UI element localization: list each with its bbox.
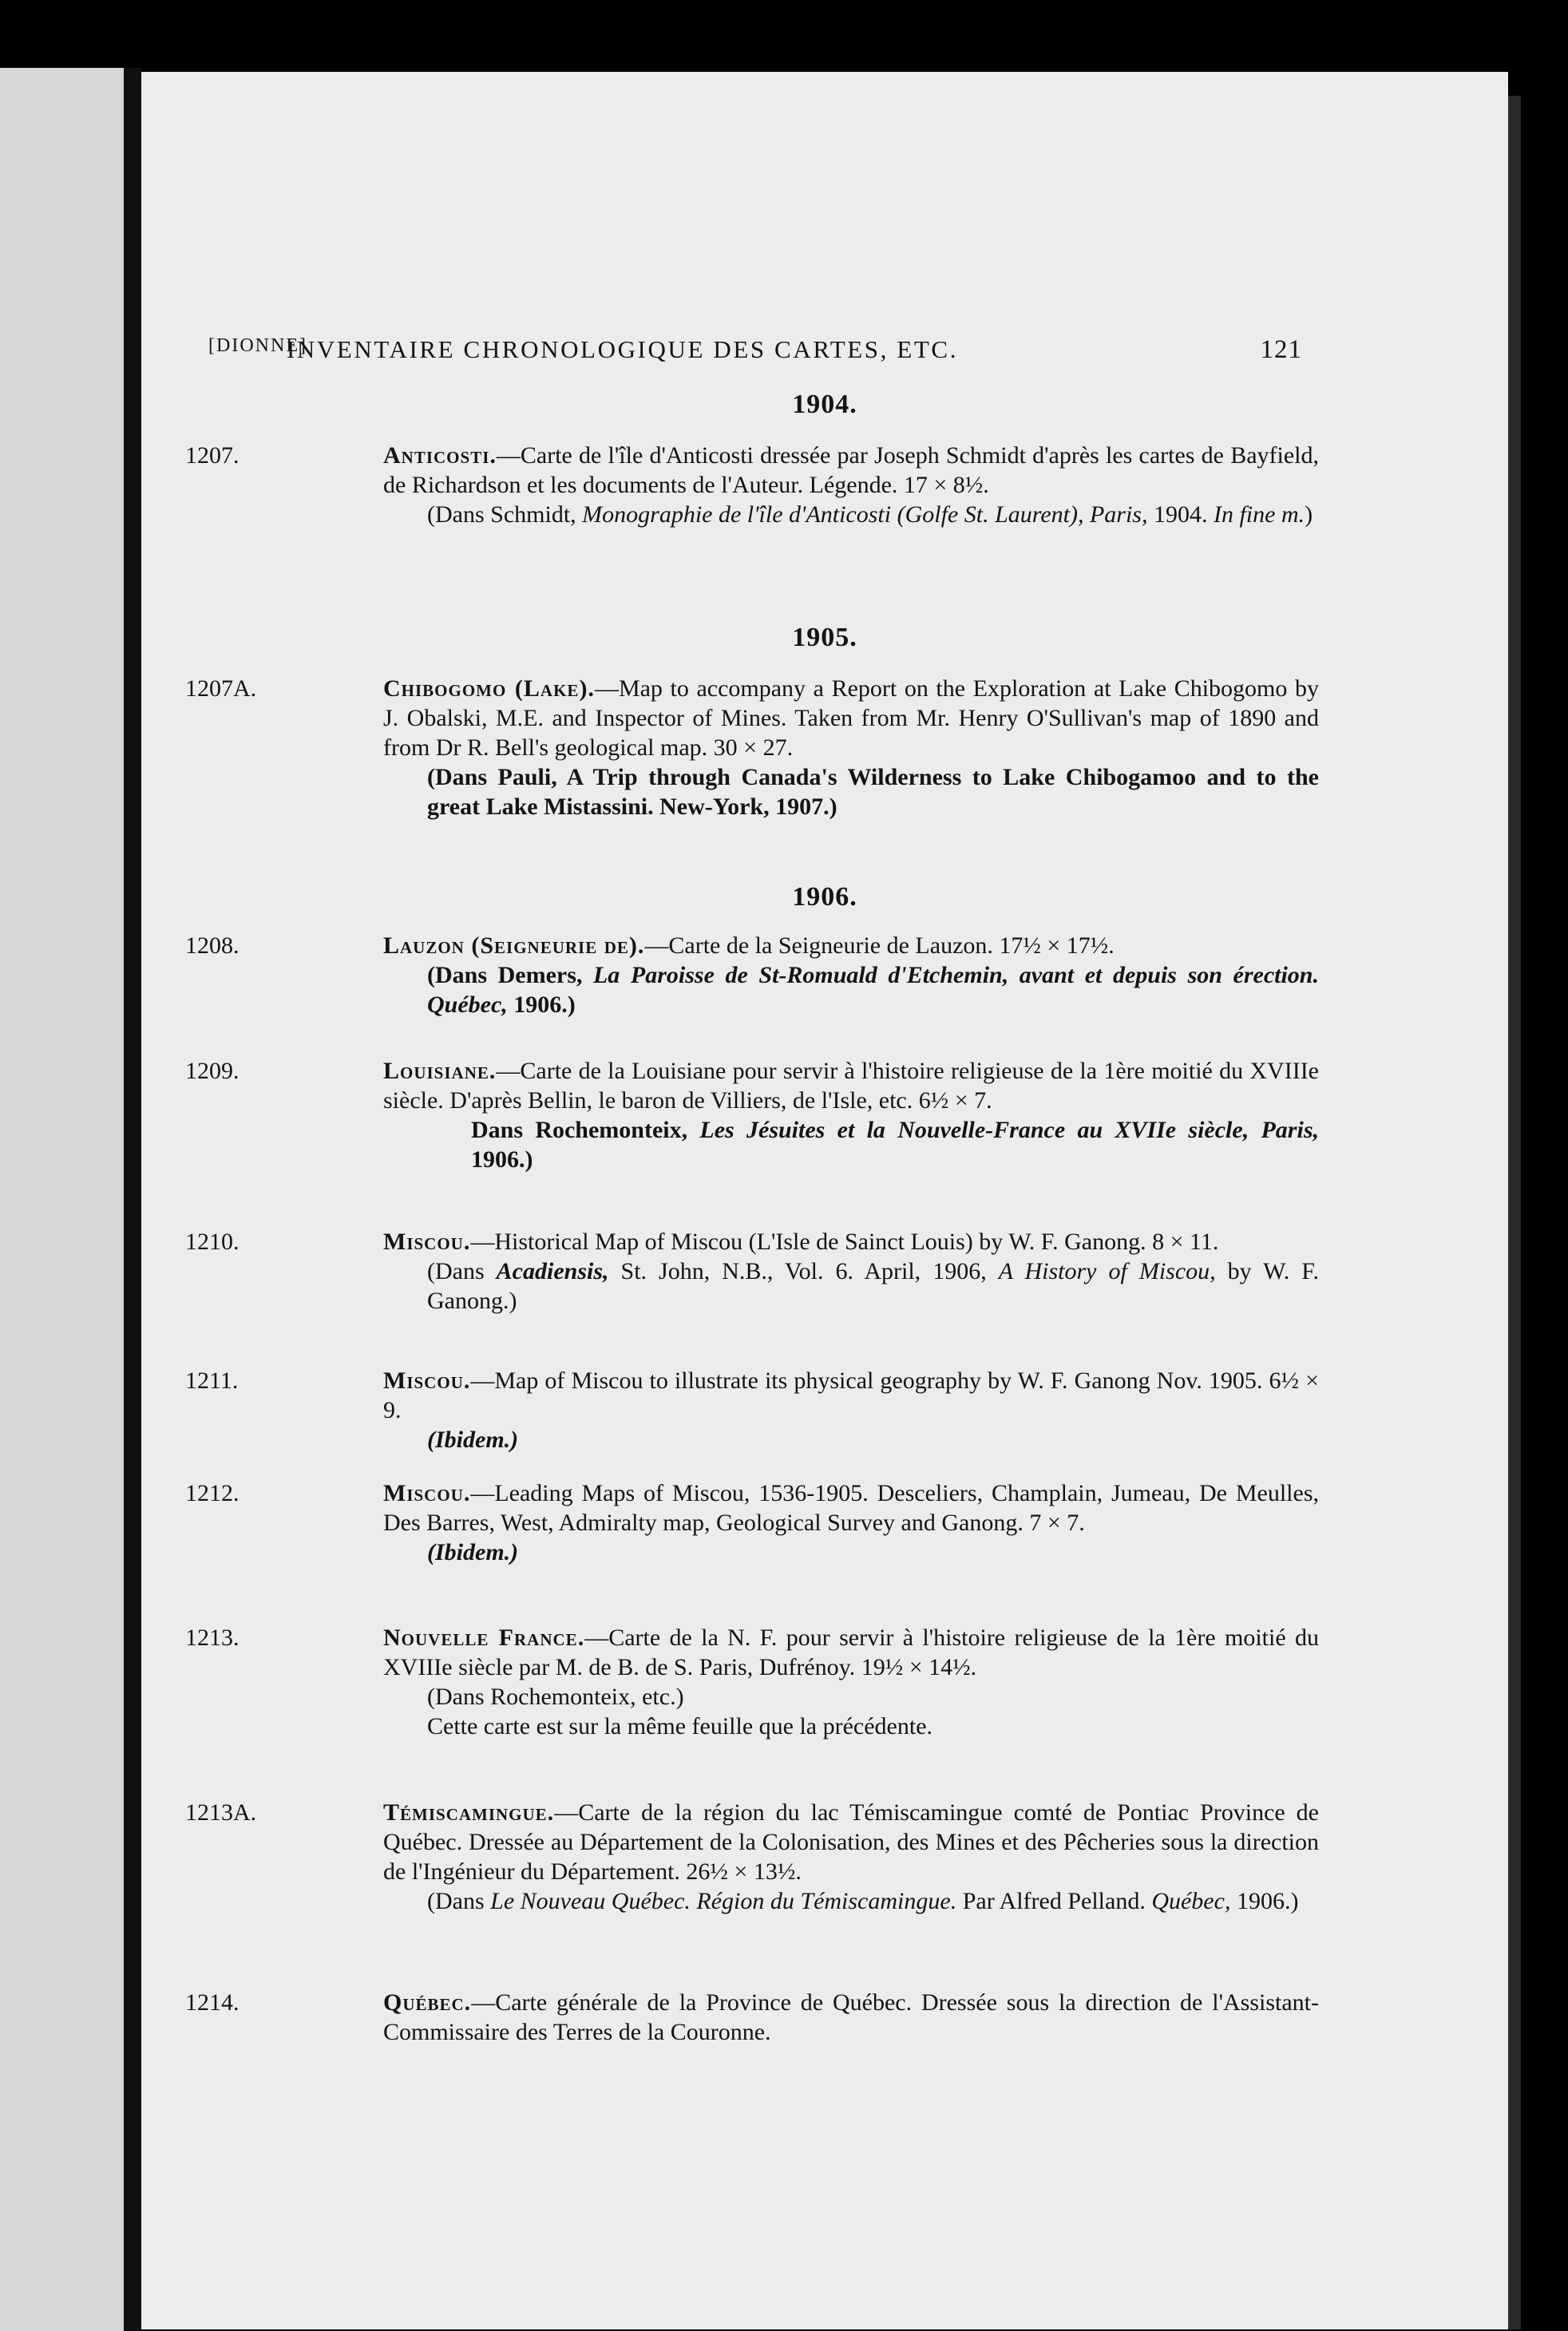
source-prefix: (Dans Schmidt, (427, 501, 583, 528)
entry-description (383, 1366, 1319, 1425)
entry-description (383, 441, 1319, 500)
entry-text: —Carte de la région du lac Témiscamingue comté de Pontiac Province de Québec. Dressée au Département de la Colonisation, des Mines et des Pêcheries sous la direction de l'Ingénieur du Département. 26½ × 13½. (383, 1799, 1319, 1885)
book-gutter (124, 68, 141, 2331)
year-heading: 1904. (792, 390, 857, 419)
entry-heading: Louisiane. (383, 1058, 497, 1084)
entry-body (383, 931, 1319, 1019)
source-end: by W. F. Ganong.) (427, 1258, 1319, 1314)
catalog-entry (185, 1988, 1319, 2047)
source-suffix: Par Alfred Pelland. (956, 1888, 1152, 1914)
entry-number: 1213. (185, 1625, 240, 1651)
entry-heading: Témiscamingue. (383, 1799, 555, 1826)
source-tail: Québec, (1151, 1888, 1231, 1914)
entry-number: 1211. (185, 1367, 239, 1394)
catalog-entry (185, 1478, 1319, 1567)
source-tail: A History of Miscou, (998, 1258, 1216, 1284)
entry-description (383, 1227, 1319, 1257)
entry-heading: Miscou. (383, 1229, 471, 1255)
entry-number: 1212. (185, 1480, 240, 1506)
entry-text: —Historical Map of Miscou (L'Isle de Sainct Louis) by W. F. Ganong. 8 × 11. (470, 1229, 1219, 1255)
entry-heading: Québec. (383, 1989, 472, 2016)
source-suffix: St. John, N.B., Vol. 6. April, 1906, (608, 1258, 999, 1284)
entry-source: (Ibidem.) (427, 1427, 519, 1453)
entry-heading: Lauzon (Seigneurie de). (383, 932, 645, 959)
catalog-entry (185, 1623, 1319, 1741)
catalog-entry (185, 1798, 1319, 1916)
entry-number: 1209. (185, 1058, 240, 1084)
source-title: Le Nouveau Québec. Région du Témiscamingue. (490, 1888, 957, 1914)
entry-body (383, 1366, 1319, 1454)
running-header (208, 335, 1302, 375)
source-title: Les Jésuites et la Nouvelle-France au XVIIe siècle, Paris, (699, 1117, 1319, 1143)
entry-heading: Miscou. (383, 1480, 471, 1506)
entry-description (383, 674, 1319, 762)
header-title: INVENTAIRE CHRONOLOGIQUE DES CARTES, ETC. (287, 335, 959, 363)
source-title: Monographie de l'île d'Anticosti (Golfe St. Laurent), Paris, (582, 501, 1148, 528)
source-prefix: (Dans Demers, (427, 962, 593, 988)
entry-description (383, 1988, 1319, 2047)
source-prefix: (Dans (427, 1258, 497, 1284)
entry-description (383, 1478, 1319, 1538)
header-author: [DIONNE] (208, 335, 307, 356)
source-end: 1906.) (1230, 1888, 1299, 1914)
source-tail: In fine m. (1213, 501, 1305, 528)
entry-heading: Anticosti. (383, 442, 497, 469)
entry-body (383, 1623, 1319, 1741)
entry-text: —Carte de la Louisiane pour servir à l'histoire religieuse de la 1ère moitié du XVIIIe siècle. D'après Bellin, le baron de Villiers, de l'Isle, etc. 6½ × 7. (383, 1058, 1319, 1114)
entry-text: —Carte générale de la Province de Québec. Dressée sous la direction de l'Assistant-Commissaire des Terres de la Couronne. (383, 1989, 1319, 2045)
source-suffix: 1906.) (507, 991, 576, 1018)
entry-number: 1210. (185, 1229, 240, 1255)
entry-source: (Ibidem.) (427, 1539, 519, 1565)
source-title: La Paroisse de St-Romuald d'Etchemin, avant et depuis son érection. Québec, (427, 962, 1319, 1018)
entry-text: —Map to accompany a Report on the Exploration at Lake Chibogomo by J. Obalski, M.E. and Inspector of Mines. Taken from Mr. Henry O'Sullivan's map of 1890 and from Dr R. Bell's geological map. 30 × 27. (383, 675, 1319, 761)
entry-description (383, 1623, 1319, 1682)
source-suffix: 1904. (1147, 501, 1214, 528)
year-heading: 1906. (792, 882, 857, 912)
source-title: Acadiensis, (496, 1258, 609, 1284)
source-prefix: (Dans (427, 1888, 491, 1914)
catalog-entry (185, 931, 1319, 1019)
catalog-entry (185, 674, 1319, 821)
entry-source: (Dans Rochemonteix, etc.) (427, 1684, 684, 1710)
entry-source (383, 1257, 1319, 1316)
catalog-entry (185, 1056, 1319, 1174)
source-suffix: 1906.) (471, 1146, 533, 1173)
entry-source (383, 1886, 1319, 1916)
entry-heading: Miscou. (383, 1367, 471, 1394)
source-end: ) (1305, 501, 1313, 528)
entry-source: (Dans Pauli, A Trip through Canada's Wilderness to Lake Chibogamoo and to the great Lake Mistassini. New-York, 1907.) (427, 764, 1319, 820)
entry-description (383, 1056, 1319, 1115)
entry-note: Cette carte est sur la même feuille que la précédente. (427, 1713, 933, 1739)
entry-text: —Carte de l'île d'Anticosti dressée par Joseph Schmidt d'après les cartes de Bayfield, de Richardson et les documents de l'Auteur. Légende. 17 × 8½. (383, 442, 1319, 498)
entry-body (383, 441, 1319, 529)
entry-text: —Carte de la N. F. pour servir à l'histoire religieuse de la 1ère moitié du XVIIIe siècle par M. de B. de S. Paris, Dufrénoy. 19½ × 14½. (383, 1625, 1320, 1680)
entry-number: 1207A. (185, 675, 257, 702)
entry-source (383, 1115, 1319, 1174)
entry-number: 1207. (185, 442, 240, 469)
facing-page-edge (0, 68, 124, 2331)
entry-heading: Chibogomo (Lake). (383, 675, 595, 702)
entry-body (383, 1478, 1319, 1567)
entry-text: —Carte de la Seigneurie de Lauzon. 17½ × 17½. (644, 932, 1115, 959)
entry-number: 1214. (185, 1989, 240, 2016)
entry-description (383, 1798, 1319, 1886)
page-number: 121 (1260, 335, 1302, 364)
entry-heading: Nouvelle France. (383, 1625, 585, 1651)
entry-body (383, 1988, 1319, 2047)
catalog-entry (185, 1366, 1319, 1454)
entry-body (383, 1056, 1319, 1174)
entry-body (383, 1798, 1319, 1916)
page-edge-shadow (1508, 96, 1521, 2329)
entry-body (383, 1227, 1319, 1316)
catalog-entry (185, 441, 1319, 529)
catalog-entry (185, 1227, 1319, 1316)
entry-text: —Leading Maps of Miscou, 1536-1905. Desceliers, Champlain, Jumeau, De Meulles, Des Barres, West, Admiralty map, Geological Survey and Ganong. 7 × 7. (383, 1480, 1319, 1536)
year-heading: 1905. (792, 623, 857, 652)
entry-source (383, 960, 1319, 1019)
entry-source (383, 500, 1319, 529)
entry-text: —Map of Miscou to illustrate its physical geography by W. F. Ganong Nov. 1905. 6½ × 9. (383, 1367, 1319, 1423)
entry-number: 1208. (185, 932, 240, 959)
source-prefix: Dans Rochemonteix, (471, 1117, 700, 1143)
entry-body (383, 674, 1319, 821)
entry-number: 1213A. (185, 1799, 257, 1826)
entry-description (383, 931, 1319, 960)
